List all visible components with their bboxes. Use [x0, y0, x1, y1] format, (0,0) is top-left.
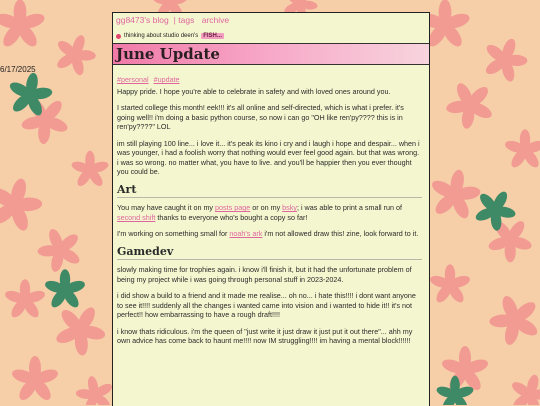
page-title: June Update: [116, 45, 220, 63]
art-paragraph: [117, 203, 422, 222]
noahs-ark-link[interactable]: noah's ark: [229, 229, 263, 238]
gamedev-heading: Gamedev: [117, 247, 422, 261]
art-text: You may have caught it on my: [117, 203, 216, 212]
nav-separator: |: [173, 15, 176, 25]
tag-link-personal[interactable]: #personal: [117, 75, 149, 84]
blog-title-link[interactable]: gg8473's blog: [116, 15, 169, 25]
nav-archive-link[interactable]: archive: [201, 15, 230, 25]
art-paragraph: [117, 229, 422, 239]
intro-paragraph: im still playing 100 line... i love it... it's peak its kino i cry and i laugh i hope and despair... when i was younger, i had a foolish worry that nothing would ever feel good again. but that was wrong. i was so wrong. no matter what, you have to live. and you'll be happier then you ever thought you could be.: [117, 138, 420, 176]
intro-paragraph: I started college this month! eek!!! it's all online and self-directed, which is what i prefer. it's going well!! i'm doing a basic python course, so now i can go "OH like ren'py???? this is in ren'py????" LOL: [117, 103, 404, 131]
status-text: thinking about studio deen's: [124, 33, 199, 39]
art-text: i'm not allowed draw this! zine, look forward to it.: [262, 229, 419, 238]
post-tags: [117, 75, 422, 85]
gamedev-paragraph: slowly making time for trophies again. i know i'll finish it, but it had the unfortunate problem of being my project while i was going through personal stuff in 2023-2024.: [117, 265, 412, 284]
tag-link-update[interactable]: #update: [153, 75, 180, 84]
art-text: ; i was able to print a small run of: [296, 203, 403, 212]
post-content: [117, 75, 422, 353]
second-shift-link[interactable]: second shift: [117, 212, 156, 222]
gamedev-paragraph: i know thats ridiculous. i'm the queen of "just write it just draw it just put it out there"... ahh my own advice has come back to haunt me!!!! now IM struggling!!!! im having a mental block!!!!!!: [117, 326, 413, 345]
art-text: I'm working on something small for: [117, 229, 230, 238]
post-date: 6/17/2025: [0, 65, 36, 74]
art-text: or on my: [250, 203, 283, 212]
nav-tags-link[interactable]: tags: [178, 15, 195, 25]
gamedev-paragraph: i did show a build to a friend and it made me realise... oh no... i hate this!!!! i dont want anyone to see it!!!! suddenly all the changes i wanted came into vision and i wanted to hide it!! it's not perfect!! how embarrassing to have a rough draft!!!!: [117, 291, 416, 319]
posts-page-link[interactable]: posts page: [215, 203, 251, 212]
content-clip: [112, 0, 428, 405]
bsky-link[interactable]: bsky: [282, 203, 297, 212]
art-text: thanks to everyone who's bought a copy so far!: [155, 212, 308, 222]
art-heading: Art: [117, 185, 422, 199]
intro-paragraph: Happy pride. I hope you're able to celebrate in safety and with loved ones around you.: [117, 86, 391, 96]
status-badge: FISH...: [203, 33, 222, 39]
